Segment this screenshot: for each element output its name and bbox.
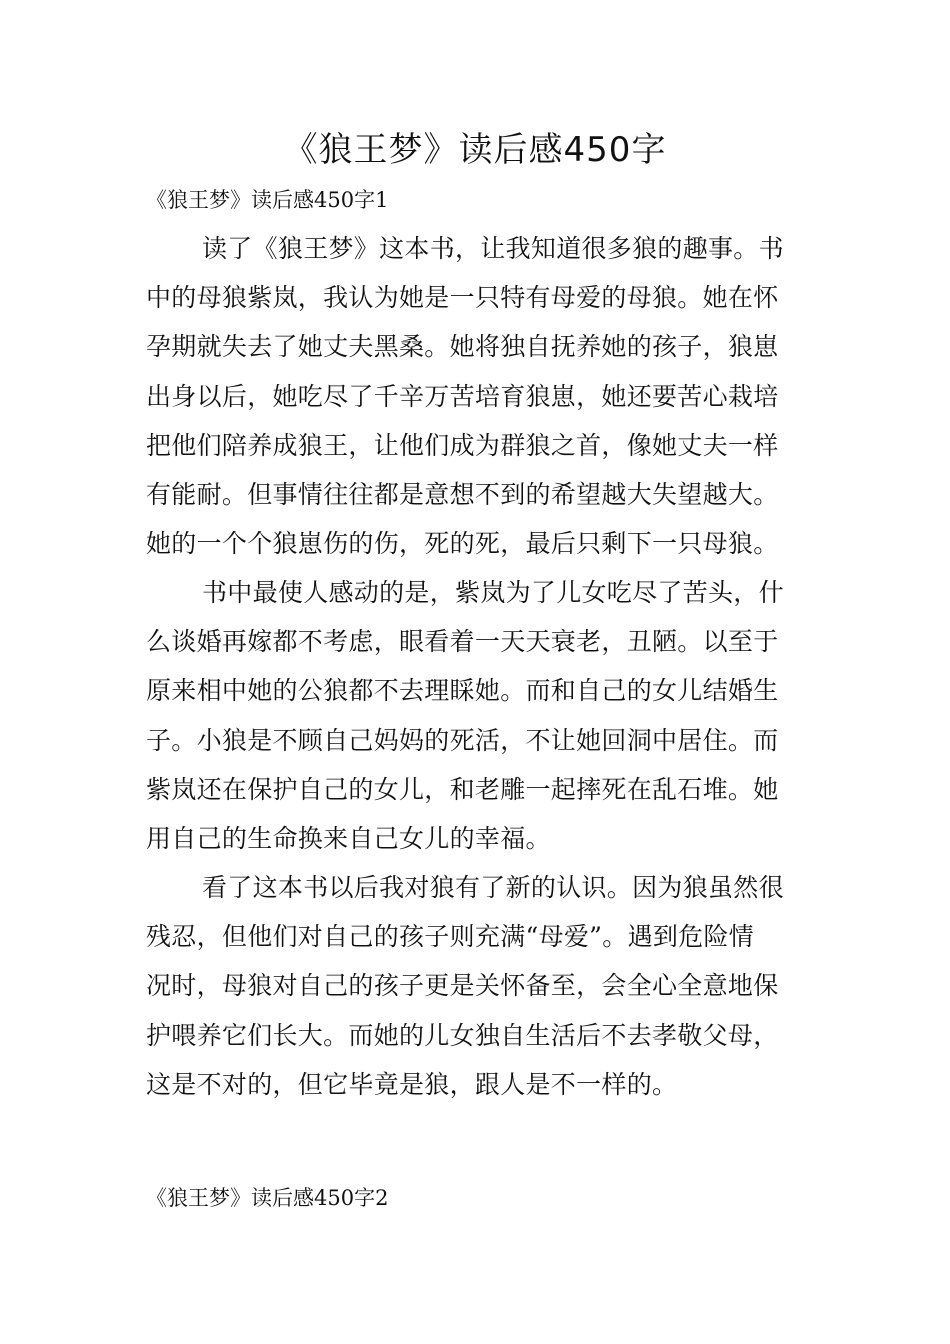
- paragraph-line: 把他们陪养成狼王，让他们成为群狼之首，像她丈夫一样: [146, 430, 779, 460]
- paragraph-line: 这是不对的，但它毕竟是狼，跟人是不一样的。: [146, 1069, 678, 1099]
- paragraph-line: 读了《狼王梦》这本书，让我知道很多狼的趣事。书: [202, 234, 784, 263]
- paragraph-line: 紫岚还在保护自己的女儿，和老雕一起摔死在乱石堆。她: [146, 774, 779, 804]
- paragraph-line: 中的母狼紫岚，我认为她是一只特有母爱的母狼。她在怀: [146, 283, 779, 313]
- paragraph-line: 子。小狼是不顾自己妈妈的死活，不让她回洞中居住。而: [146, 725, 779, 755]
- section-1-heading: 《狼王梦》读后感450字1: [146, 188, 389, 212]
- paragraph-line: 出身以后，她吃尽了千辛万苦培育狼崽，她还要苦心栽培: [146, 381, 779, 411]
- paragraph-line: 她的一个个狼崽伤的伤，死的死，最后只剩下一只母狼。: [146, 529, 779, 559]
- paragraph-1: [146, 224, 806, 568]
- paragraph-3: [146, 863, 806, 1109]
- paragraph-line: 孕期就失去了她丈夫黑桑。她将独自抚养她的孩子，狼崽: [146, 332, 779, 362]
- paragraph-line: 残忍，但他们对自己的孩子则充满“母爱”。遇到危险情: [146, 922, 755, 952]
- paragraph-2: [146, 568, 806, 863]
- paragraph-line: 看了这本书以后我对狼有了新的认识。因为狼虽然很: [202, 873, 784, 902]
- document-title: 《狼王梦》读后感450字: [283, 130, 667, 170]
- section-2-heading: 《狼王梦》读后感450字2: [146, 1186, 389, 1210]
- paragraph-line: 书中最使人感动的是，紫岚为了儿女吃尽了苦头，什: [202, 578, 784, 607]
- paragraph-line: 用自己的生命换来自己女儿的幸福。: [146, 824, 551, 854]
- paragraph-line: 护喂养它们长大。而她的儿女独自生活后不去孝敬父母，: [146, 1020, 779, 1050]
- paragraph-line: 原来相中她的公狼都不去理睬她。而和自己的女儿结婚生: [146, 676, 779, 706]
- paragraph-line: 况时，母狼对自己的孩子更是关怀备至，会全心全意地保: [146, 971, 779, 1001]
- paragraph-line: 么谈婚再嫁都不考虑，眼看着一天天衰老，丑陋。以至于: [146, 627, 779, 657]
- paragraph-line: 有能耐。但事情往往都是意想不到的希望越大失望越大。: [146, 480, 779, 510]
